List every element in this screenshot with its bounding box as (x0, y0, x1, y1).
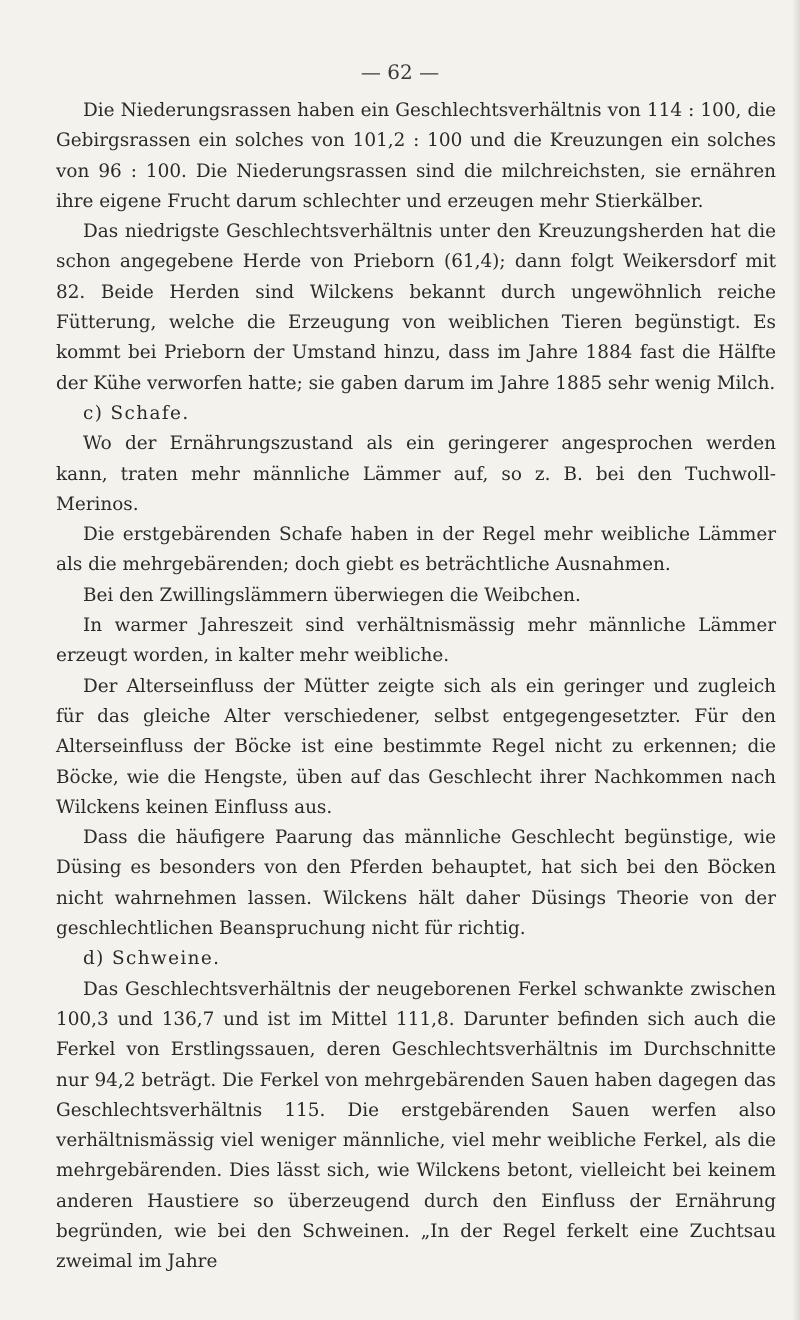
paragraph-ernaehrungszustand: Wo der Ernährungszustand als ein geringerer angesprochen werden kann, traten mehr männliche Lämmer auf, so z. B. bei den Tuchwoll-Merinos. (56, 433, 776, 515)
section-heading-schafe: c) Schafe. (83, 402, 190, 424)
section-heading-schweine: d) Schweine. (83, 948, 221, 970)
paragraph-ferkel: Das Geschlechtsverhältnis der neugeborenen Ferkel schwankte zwischen 100,3 und 136,7 und ist im Mittel 111,8. Darunter befinden sich auch die Ferkel von Erstlingssauen, deren Geschlechtsverhältnis im Durchschnitte nur 94,2 beträgt. Die Ferkel von mehrgebärenden Sauen haben dagegen das Geschlechtsverhältnis 115. Die erstgebärenden Sauen werfen also verhältnismässig viel weniger männliche, viel mehr weibliche Ferkel, als die mehrgebärenden. Dies lässt sich, wie Wilckens betont, vielleicht bei keinem anderen Haustiere so überzeugend durch den Einfluss der Ernährung begründen, wie bei den Schweinen. „In der Regel ferkelt eine Zuchtsau zweimal im Jahre (56, 978, 776, 1273)
paragraph-erstgebaerende-schafe: Die erstgebärenden Schafe haben in der Regel mehr weibliche Lämmer als die mehrgebärenden; doch giebt es beträchtliche Ausnahmen. (56, 524, 776, 576)
body-text (56, 96, 776, 1278)
paragraph-kreuzungsherden: Das niedrigste Geschlechtsverhältnis unter den Kreuzungsherden hat die schon angegebene Herde von Prieborn (61,4); dann folgt Weikersdorf mit 82. Beide Herden sind Wilckens bekannt durch ungewöhnlich reiche Fütterung, welche die Erzeugung von weiblichen Tieren begünstigt. Es kommt bei Prieborn der Umstand hinzu, dass im Jahre 1884 fast die Hälfte der Kühe verworfen hatte; sie gaben darum im Jahre 1885 sehr wenig Milch. (56, 221, 776, 394)
page-edge-shadow (792, 0, 800, 1320)
paragraph-niederungsrassen: Die Niederungsrassen haben ein Geschlechtsverhältnis von 114 : 100, die Gebirgsrassen ein solches von 101,2 : 100 und die Kreuzungen ein solches von 96 : 100. Die Niederungsrassen sind die milchreichsten, sie ernähren ihre eigene Frucht darum schlechter und erzeugen mehr Stierkälber. (56, 100, 776, 212)
paragraph-jahreszeit: In warmer Jahreszeit sind verhältnismässig mehr männliche Lämmer erzeugt worden, in kalter mehr weibliche. (56, 615, 776, 667)
paragraph-alterseinfluss: Der Alterseinfluss der Mütter zeigte sich als ein geringer und zugleich für das gleiche Alter verschiedener, selbst entgegengesetzter. Für den Alterseinfluss der Böcke ist eine bestimmte Regel nicht zu erkennen; die Böcke, wie die Hengste, üben auf das Geschlecht ihrer Nachkommen nach Wilckens keinen Einfluss aus. (56, 675, 776, 818)
paragraph-zwillingslaemmer: Bei den Zwillingslämmern überwiegen die Weibchen. (83, 584, 581, 606)
page-number: — 62 — (360, 60, 440, 84)
paragraph-paarung: Dass die häufigere Paarung das männliche Geschlecht begünstige, wie Düsing es besonders von den Pferden behauptet, hat sich bei den Böcken nicht wahrnehmen lassen. Wilckens hält daher Düsings Theorie von der geschlechtlichen Beanspruchung nicht für richtig. (56, 827, 776, 940)
